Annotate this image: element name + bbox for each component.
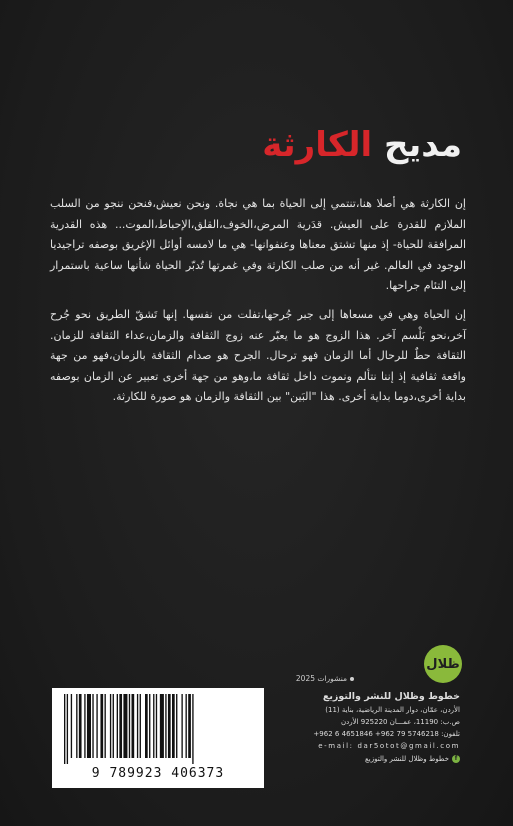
bullet-icon [350, 677, 354, 681]
title-word-praise: مديح [384, 125, 462, 165]
title-word-catastrophe: الكارثة [262, 125, 373, 165]
publisher-phone: تلفون: 5746218 79 962+ 4651846 6 962+ [313, 730, 460, 738]
edition-line [284, 674, 354, 683]
publisher-email: e-mail: dar5otot@gmail.com [318, 742, 460, 750]
facebook-icon: f [452, 755, 460, 763]
book-title [0, 120, 462, 170]
isbn-digits: 9 789923 406373 [91, 766, 225, 781]
blurb-paragraph-1: إن الكارثة هي أصلا هنا،تنتمي إلى الحياة بما هي نجاة. ونحن نعيش،فنحن ننجو من السلب الملازم للقدرة على العيش. قدَرية المرض،الخوف،القلق،الإحباط،الموت... هذه القدرية المرافقة للحياة- إذ منها تشتق معناها وعنفوانها- هي ما لامسه أوائل الإغريق بوصفه تراجيديا الوجود في العالم. غير أنه من صلب الكارثة وفي غمرتها تُدبّر الحياة شأنها ساعية باستمرار إلى التئام جراحها. [50, 197, 466, 293]
edition-label: منشورات 2025 [295, 674, 347, 683]
publisher-info [284, 690, 460, 765]
barcode-bars [62, 694, 254, 764]
blurb-paragraph-2: إن الحياة وهي في مسعاها إلى جبر جُرحها،تفلت من نفسها. إنها تَشقّ الطريق نحو جُرح آخر،نحو بَلْسم آخر. هذا الزوج هو ما يعبّر عنه زوج الثقافة والزمان،عداء الثقافة للزمان. الثقافة حطٌ للرحال أما الزمان فهو ترحال. الجرح هو صدام الثقافة بالزمان،فهو من جهة واقعة ثقافية إذ إننا نتألم ونموت داخل ثقافة ما،وهو من جهة أخرى تعبير عن الزمان بوصفه بداية أخرى،دوما بداية أخرى. هذا "البَين" بين الثقافة والزمان هو صورة للكارثة. [50, 307, 466, 404]
facebook-label: خطوط وظلال للنشر والتوزيع [365, 755, 449, 763]
publisher-pobox: ص.ب: 11190، عمـــان 925220 الأردن [340, 718, 460, 726]
publisher-name: خطوط وظلال للنشر والتوزيع [322, 691, 460, 702]
publisher-logo-text: ظلال [426, 656, 460, 672]
isbn-barcode [52, 688, 264, 788]
publisher-logo [424, 645, 462, 683]
publisher-address: الأردن، عمّان، دوار المدينة الرياضية، بناية (11) [325, 706, 460, 714]
blurb-text [50, 194, 466, 408]
publisher-facebook [284, 752, 460, 765]
